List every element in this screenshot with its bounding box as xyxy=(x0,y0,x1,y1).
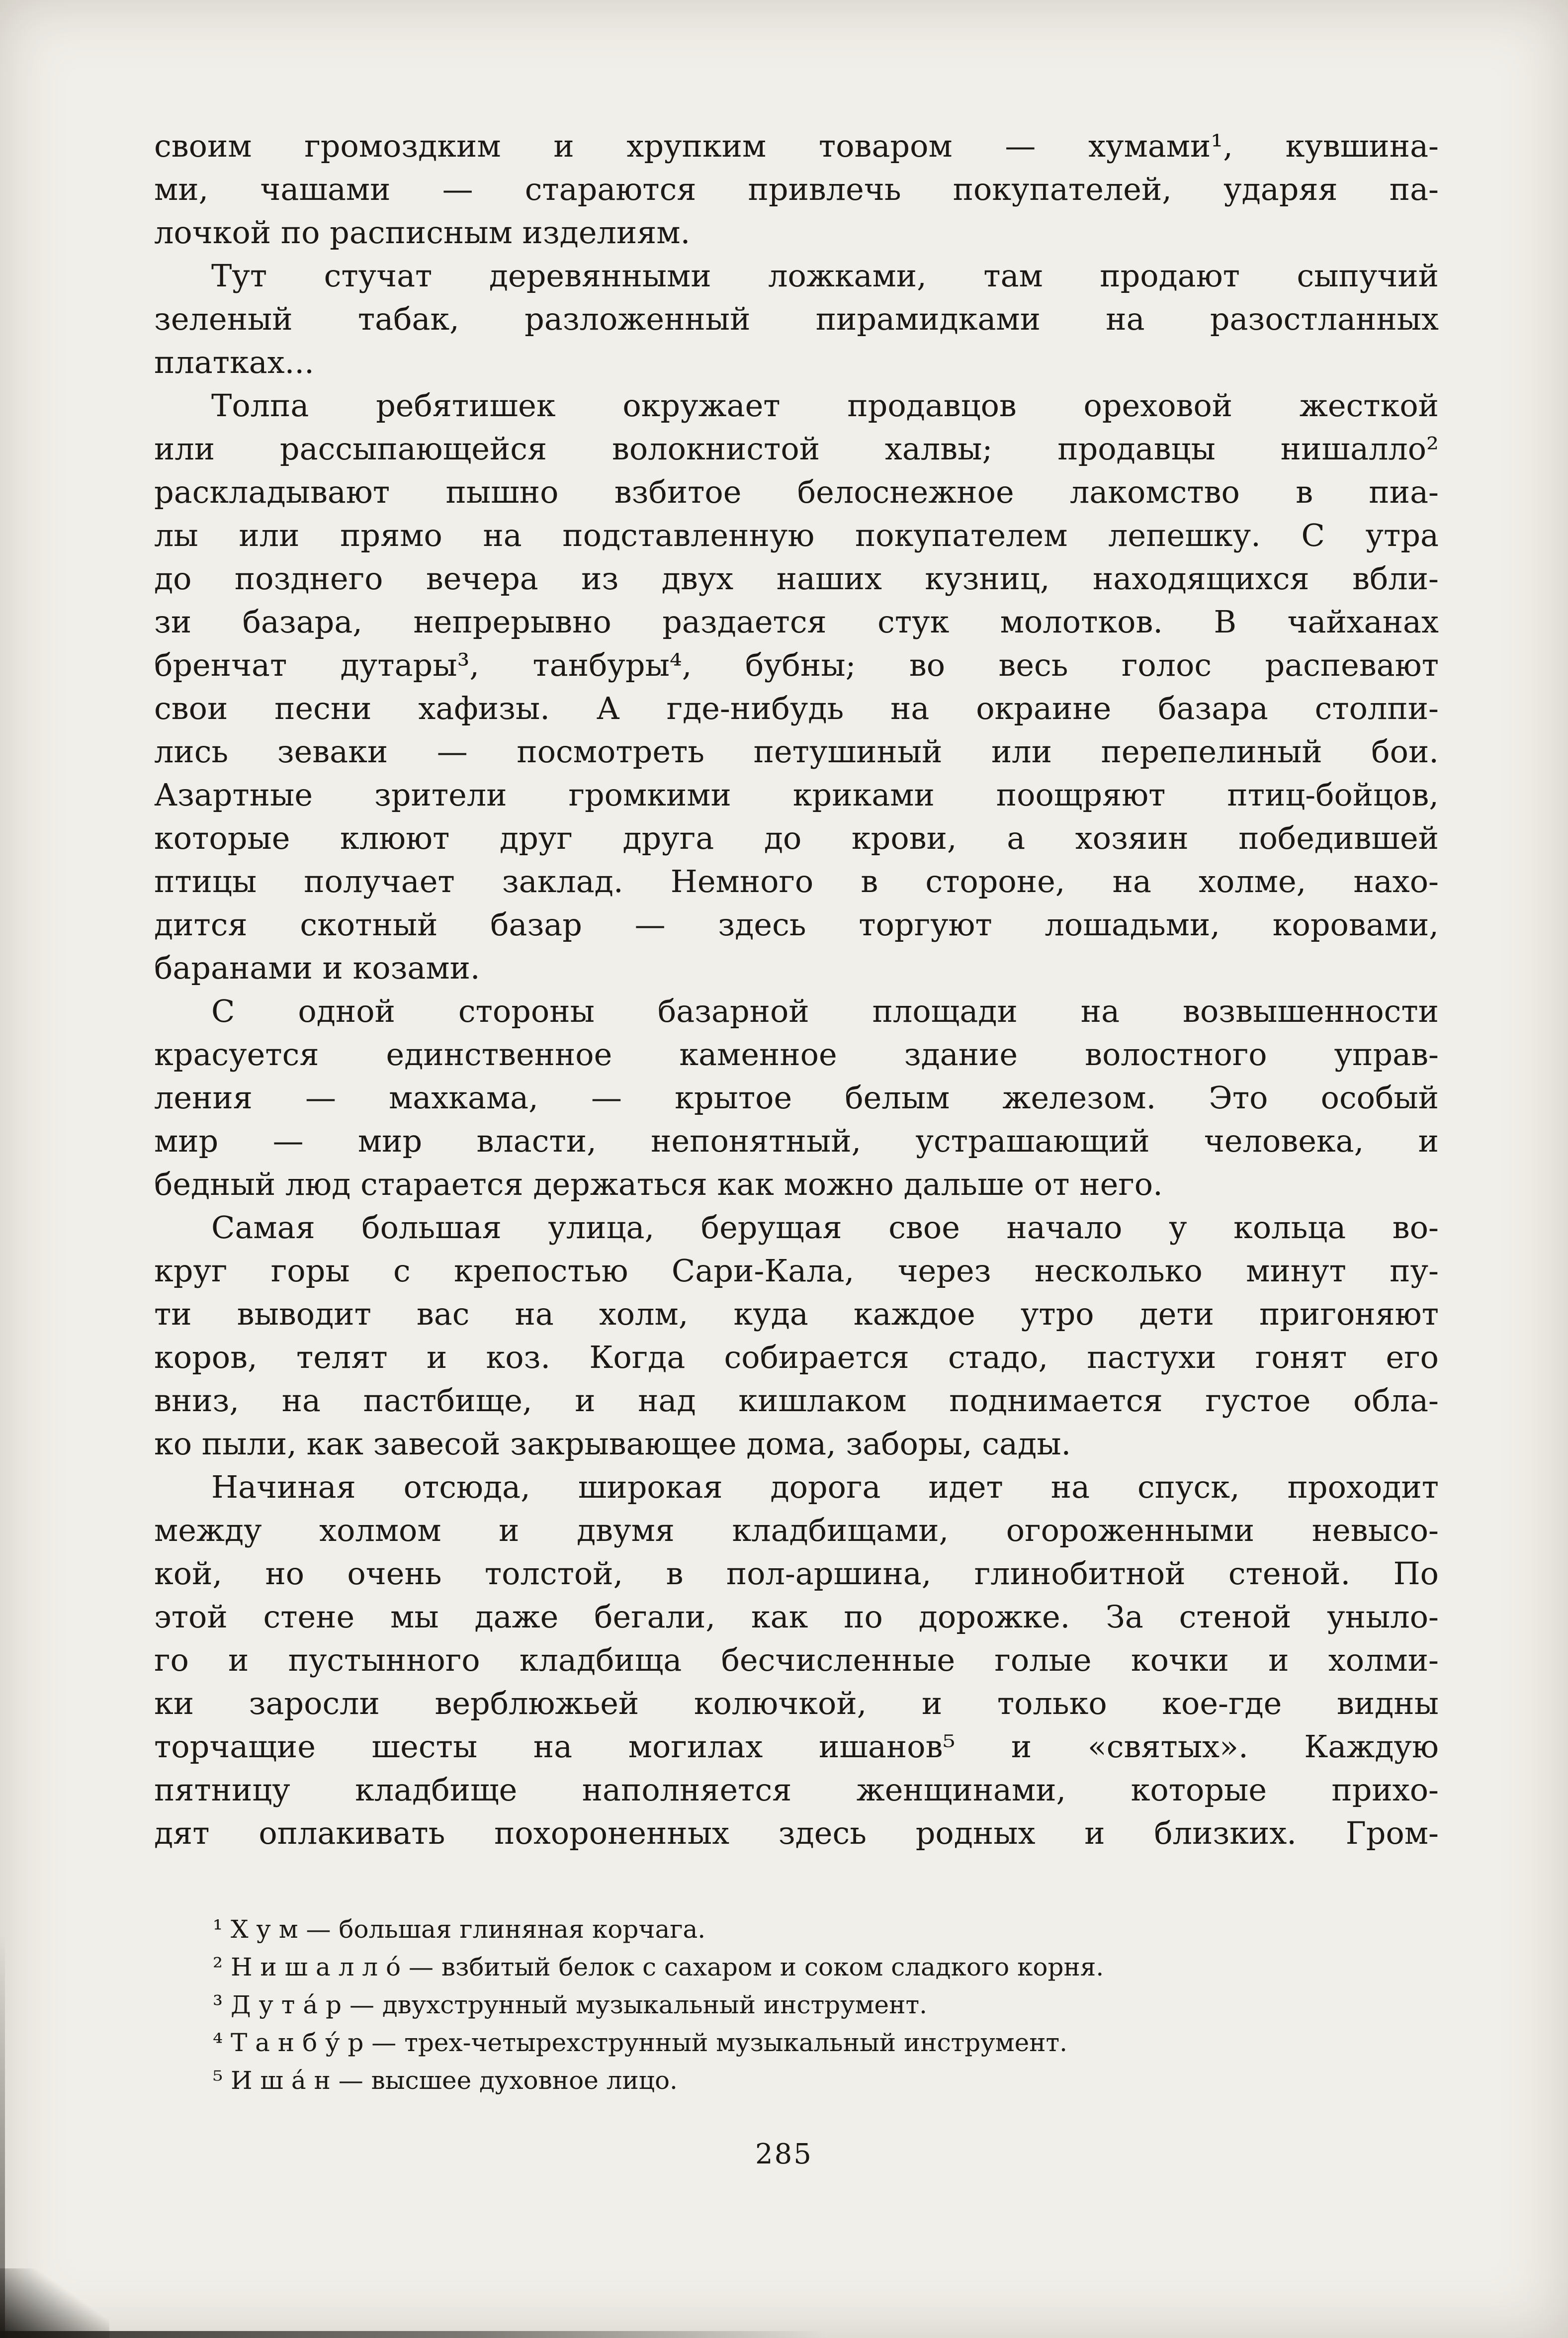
text-line: ления — махкама, — крытое белым железом. Это особый xyxy=(154,1079,1439,1116)
text-line: дится скотный базар — здесь торгуют лошадьми, коровами, xyxy=(154,906,1439,943)
text-line: лочкой по расписным изделиям. xyxy=(154,214,691,251)
text-line: коров, телят и коз. Когда собирается стадо, пастухи гонят его xyxy=(154,1339,1439,1375)
text-line: которые клюют друг друга до крови, а хозяин победившей xyxy=(154,820,1439,856)
text-line: до позднего вечера из двух наших кузниц, находящихся вбли- xyxy=(154,560,1439,597)
footnote: ¹ Х у м — большая глиняная корчага. xyxy=(213,1915,706,1944)
text-line: Азартные зрители громкими криками поощряют птиц-бойцов, xyxy=(154,777,1439,813)
page-number: 285 xyxy=(755,2138,813,2170)
text-line: Самая большая улица, берущая свое начало у кольца во- xyxy=(211,1209,1439,1246)
footnote: ² Н и ш а л л о́ — взбитый белок с сахаром и соком сладкого корня. xyxy=(213,1953,1104,1981)
text-line: дят оплакивать похороненных здесь родных и близких. Гром- xyxy=(154,1815,1439,1851)
scan-bottom-edge-shadow xyxy=(0,2331,870,2338)
text-line: кой, но очень толстой, в пол-аршина, глинобитной стеной. По xyxy=(154,1555,1439,1592)
text-line: этой стене мы даже бегали, как по дорожке. За стеной уныло- xyxy=(154,1599,1439,1635)
text-line: зеленый табак, разложенный пирамидками на разостланных xyxy=(154,301,1439,337)
text-line: лы или прямо на подставленную покупателем лепешку. С утра xyxy=(154,517,1439,553)
text-line: ти выводит вас на холм, куда каждое утро дети пригоняют xyxy=(154,1296,1439,1332)
text-line: торчащие шесты на могилах ишанов⁵ и «святых». Каждую xyxy=(154,1728,1439,1765)
text-line: баранами и козами. xyxy=(154,950,480,986)
text-line: мир — мир власти, непонятный, устрашающий человека, и xyxy=(154,1123,1439,1159)
footnote: ⁵ И ш а́ н — высшее духовное лицо. xyxy=(213,2066,678,2095)
text-line: или рассыпающейся волокнистой халвы; продавцы нишалло² xyxy=(154,431,1439,467)
text-line: птицы получает заклад. Немного в стороне, на холме, нахо- xyxy=(154,863,1439,899)
text-line: круг горы с крепостью Сари-Кала, через несколько минут пу- xyxy=(154,1253,1439,1289)
text-line: бренчат дутары³, танбуры⁴, бубны; во весь голос распевают xyxy=(154,647,1439,683)
text-line: зи базара, непрерывно раздается стук молотков. В чайханах xyxy=(154,604,1439,640)
text-line: ко пыли, как завесой закрывающее дома, заборы, сады. xyxy=(154,1426,1071,1462)
body-text xyxy=(154,124,1439,1855)
text-line: своим громоздким и хрупким товаром — хумами¹, кувшина- xyxy=(154,128,1439,164)
footnote: ³ Д у т а́ р — двухструнный музыкальный инструмент. xyxy=(213,1990,928,2019)
text-line: пятницу кладбище наполняется женщинами, которые прихо- xyxy=(154,1772,1439,1808)
text-line: С одной стороны базарной площади на возвышенности xyxy=(211,993,1439,1029)
text-line: бедный люд старается держаться как можно дальше от него. xyxy=(154,1166,1163,1202)
text-line: ми, чашами — стараются привлечь покупателей, ударяя па- xyxy=(154,171,1439,207)
text-line: ки заросли верблюжьей колючкой, и только кое-где видны xyxy=(154,1685,1439,1721)
text-line: красуется единственное каменное здание волостного управ- xyxy=(154,1036,1439,1073)
text-line: между холмом и двумя кладбищами, огороженными невысо- xyxy=(154,1512,1439,1548)
footnote: ⁴ Т а н б у́ р — трех-четырехструнный музыкальный инструмент. xyxy=(213,2028,1068,2057)
text-line: свои песни хафизы. А где-нибудь на окраине базара столпи- xyxy=(154,690,1439,726)
text-line: вниз, на пастбище, и над кишлаком поднимается густое обла- xyxy=(154,1382,1439,1419)
text-line: раскладывают пышно взбитое белоснежное лакомство в пиа- xyxy=(154,474,1439,510)
text-line: платках... xyxy=(154,344,314,380)
text-line: го и пустынного кладбища бесчисленные голые кочки и холми- xyxy=(154,1642,1439,1678)
text-line: Тут стучат деревянными ложками, там продают сыпучий xyxy=(211,258,1439,294)
scan-corner-shadow xyxy=(0,2268,109,2338)
text-line: Толпа ребятишек окружает продавцов ореховой жесткой xyxy=(211,387,1439,424)
scan-left-edge-shadow xyxy=(0,1890,5,2338)
text-line: лись зеваки — посмотреть петушиный или перепелиный бои. xyxy=(154,733,1439,770)
text-line: Начиная отсюда, широкая дорога идет на спуск, проходит xyxy=(211,1469,1439,1505)
footnotes-block xyxy=(154,1910,1439,2099)
